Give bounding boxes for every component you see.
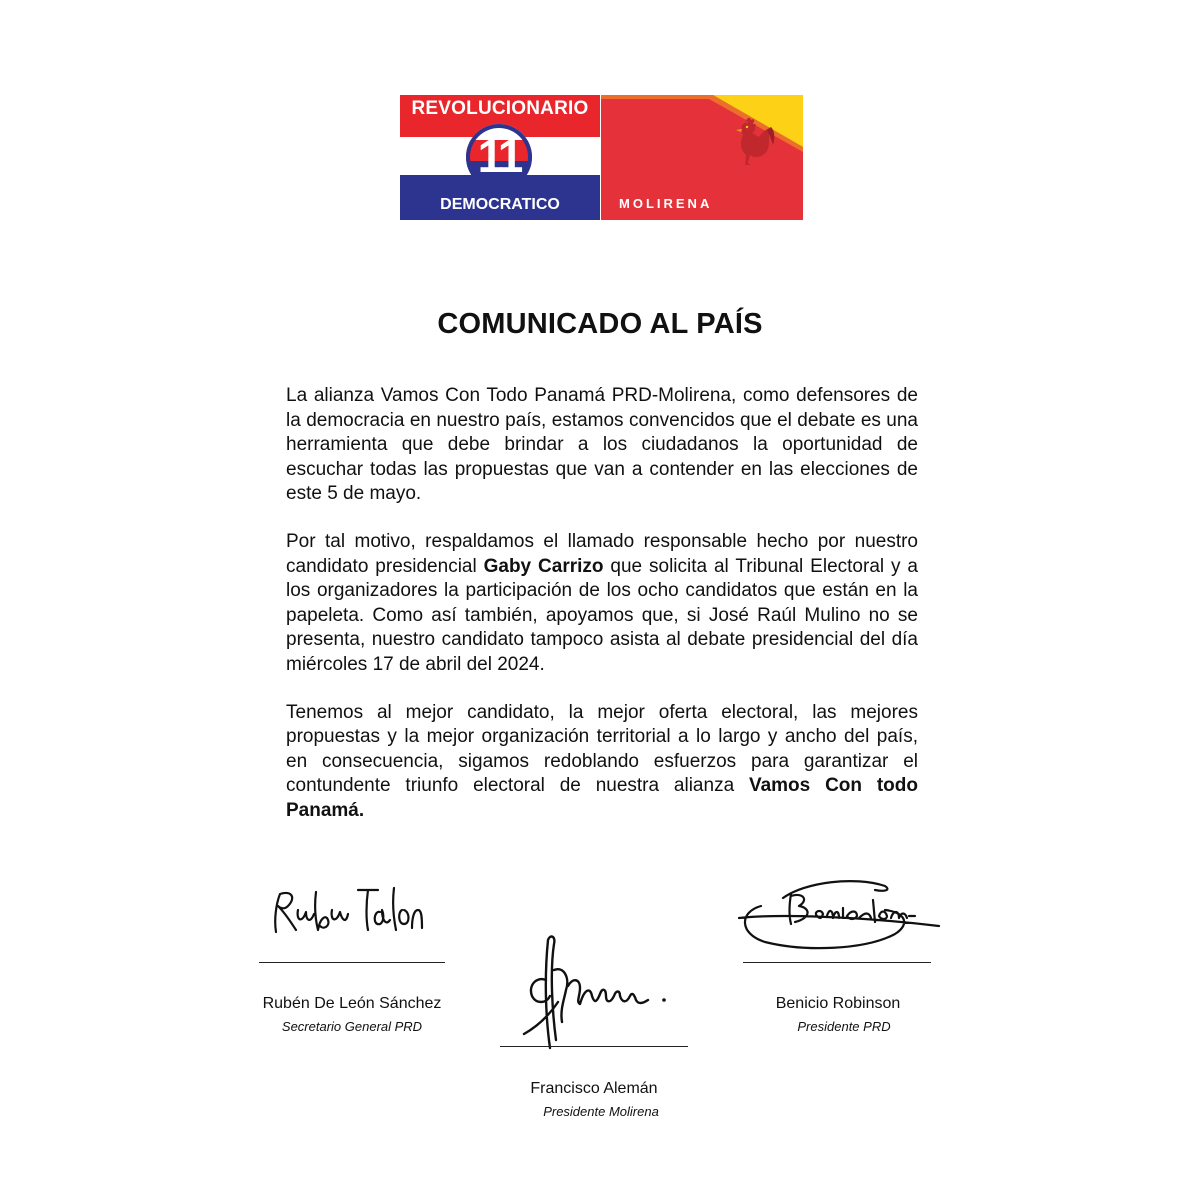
- paragraph-3: [286, 701, 918, 824]
- prd-bottom-text: DEMOCRATICO: [440, 196, 560, 213]
- prd-number: 11: [477, 130, 521, 182]
- molirena-logo: [601, 95, 803, 220]
- prd-top-text: REVOLUCIONARIO: [411, 98, 589, 119]
- paragraph-2-part-1: Por tal motivo, respaldamos el llamado responsable hecho por nuestro candidato presidencial: [286, 530, 918, 577]
- signatory-name: Rubén De León Sánchez: [262, 995, 442, 1012]
- prd-logo: [400, 95, 600, 220]
- paragraph-2-part-2: que solicita al Tribunal Electoral y a los organizadores la participación de los ocho candidatos que están en la papeleta. Como así también, apoyamos que, si José Raúl Mulino no se presenta, nuestro candidato tampoco asista al debate presidencial del día miércoles 17 de abril del 2024.: [286, 555, 918, 675]
- signatory-role: Presidente PRD: [797, 1019, 891, 1034]
- signature-line-francisco: [500, 1046, 688, 1047]
- signature-ruben: [262, 880, 442, 940]
- paragraph-3-part-1: Tenemos al mejor candidato, la mejor oferta electoral, las mejores propuestas y la mejor organización territorial a lo largo y ancho del país, en consecuencia, sigamos redoblando esfuerzos para garantizar el contundente triunfo electoral de nuestra alianza: [286, 701, 918, 797]
- signature-line-ruben: [259, 962, 445, 963]
- signature-line-benicio: [743, 962, 931, 963]
- signatory-name: Francisco Alemán: [530, 1080, 658, 1097]
- candidate-name: Gaby Carrizo: [483, 555, 604, 577]
- page-title: COMUNICADO AL PAÍS: [437, 308, 763, 340]
- signatory-role: Secretario General PRD: [281, 1019, 423, 1034]
- alliance-name: Vamos Con todo Panamá.: [286, 775, 918, 821]
- paragraph-1: La alianza Vamos Con Todo Panamá PRD-Molirena, como defensores de la democracia en nuestro país, estamos convencidos que el debate es una herramienta que debe brindar a los ciudadanos la oportunidad de escuchar todas las propuestas que van a contender en las elecciones de este 5 de mayo.: [286, 385, 918, 505]
- communique-body: [286, 384, 918, 847]
- signatory-name: Benicio Robinson: [775, 995, 901, 1012]
- signature-francisco: [510, 930, 680, 1055]
- signature-benicio: [735, 872, 945, 962]
- molirena-text: MOLIRENA: [619, 196, 713, 211]
- signatory-role: Presidente Molirena: [543, 1104, 659, 1119]
- paragraph-2: [286, 530, 918, 678]
